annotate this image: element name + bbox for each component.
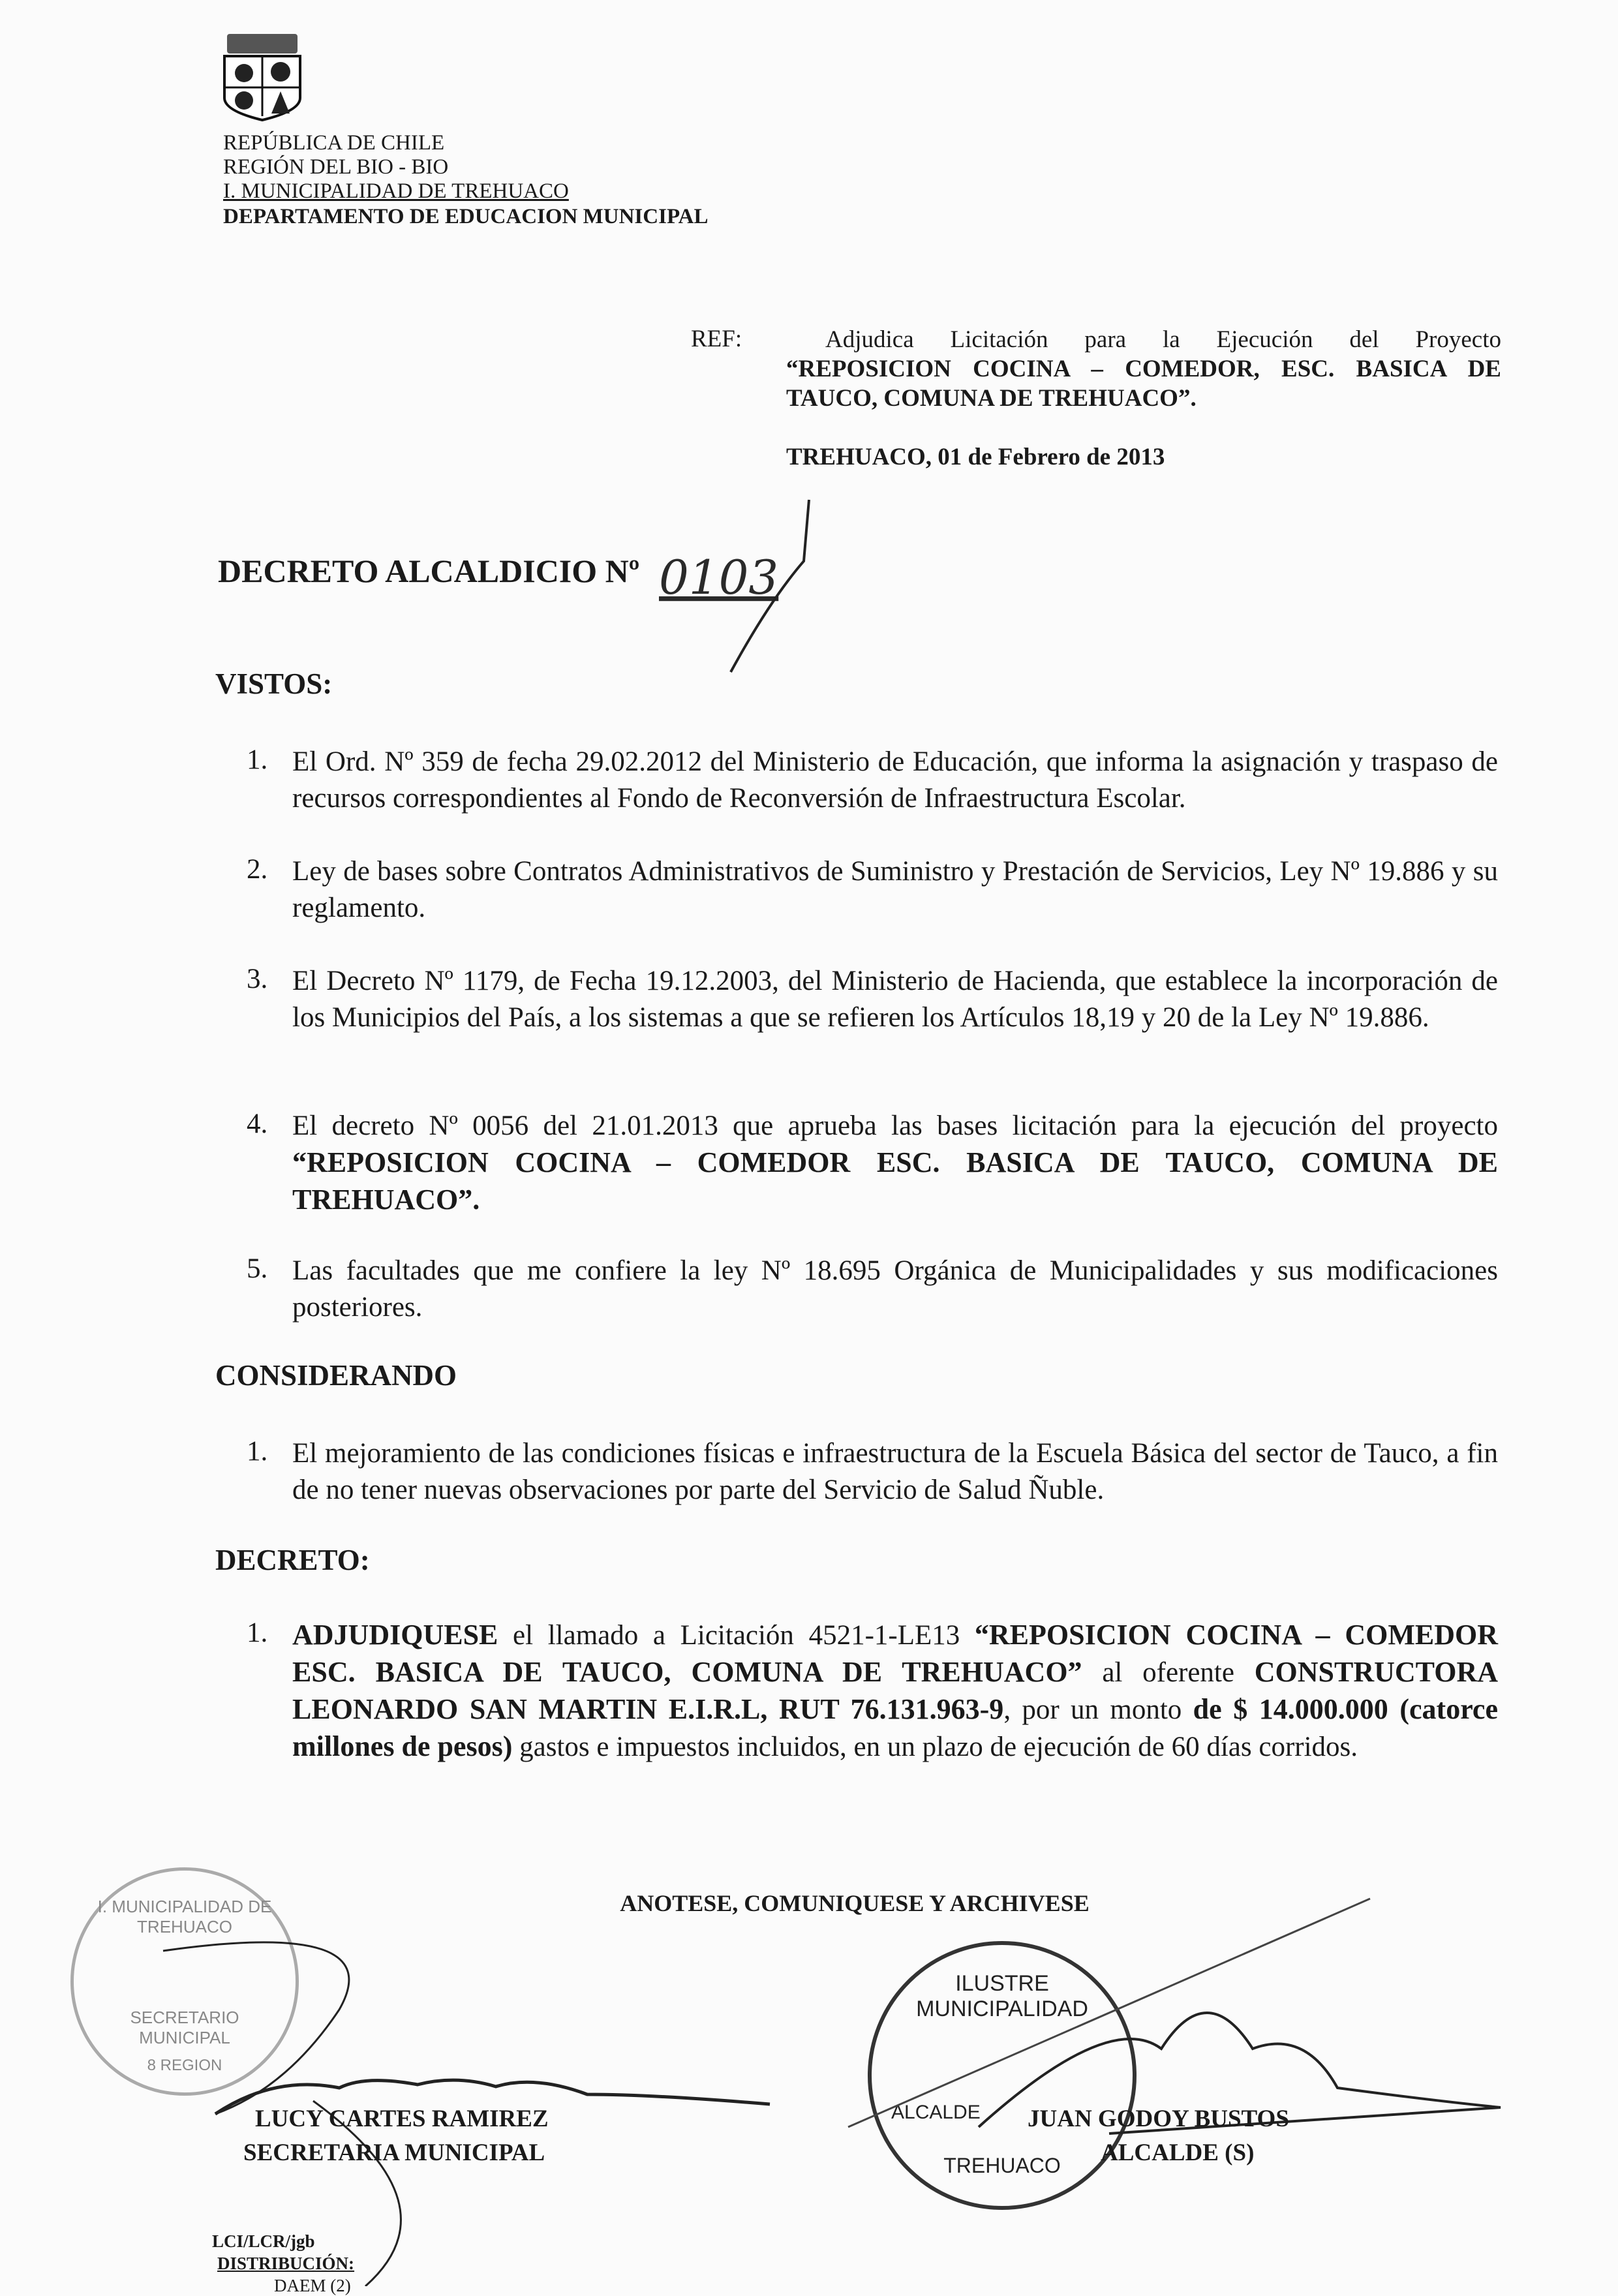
vistos-item-2-number: 2. [247,854,268,885]
ref-line-3: TAUCO, COMUNA DE TREHUACO”. [786,385,1197,412]
decreto-text: al oferente [1082,1657,1255,1688]
letterhead-region: REGIÓN DEL BIO - BIO [223,155,449,179]
ref-block [786,325,1501,472]
stamp-ring-text: ILUSTRE MUNICIPALIDAD [916,1971,1088,2021]
decree-number-handwritten [652,496,822,692]
vistos-item-4-number: 4. [247,1109,268,1139]
decreto-text: , por un monto [1003,1694,1193,1725]
vistos-item-5: Las facultades que me confiere la ley Nº 18.695 Orgánica de Municipalidades y sus modificaciones posteriores. [292,1255,1498,1323]
ref-label: REF: [691,326,742,352]
decreto-text: el llamado a Licitación 4521-1-LE13 [498,1620,975,1651]
mayor-title: ALCALDE (S) [1101,2139,1255,2166]
stamp-center-text: SECRETARIO MUNICIPAL [130,2008,239,2047]
vistos-item-2: Ley de bases sobre Contratos Administrativos de Suministro y Prestación de Servicios, Ley Nº 19.886 y su reglamento. [292,856,1498,923]
letterhead-country: REPÚBLICA DE CHILE [223,131,445,155]
decreto-contractor: CONSTRUCTORA LEONARDO SAN MARTIN E.I.R.L, RUT 76.131.963-9 [292,1656,1498,1725]
municipal-crest-logo [222,33,303,121]
secretary-title: SECRETARIA MUNICIPAL [243,2139,545,2166]
vistos-item-5-number: 5. [247,1253,268,1284]
stamp-center-text: ALCALDE [891,2102,981,2123]
distribution-label: DISTRIBUCIÓN: [217,2254,355,2273]
letterhead-department: DEPARTAMENTO DE EDUCACION MUNICIPAL [223,205,709,228]
considerando-heading: CONSIDERANDO [215,1359,457,1392]
adjudiquese: ADJUDIQUESE [292,1619,498,1651]
decree-title: DECRETO ALCALDICIO Nº [218,553,640,589]
considerando-item-1: El mejoramiento de las condiciones físicas e infraestructura de la Escuela Básica del sector de Tauco, a fin de no tener nuevas observaciones por parte del Servicio de Salud Ñuble. [292,1438,1498,1505]
distribution-item: DAEM (2) [274,2276,351,2295]
handwritten-signatures [0,1879,1618,2286]
letterhead-municipality: I. MUNICIPALIDAD DE TREHUACO [223,179,569,203]
svg-text:0103: 0103 [659,550,779,605]
initials: LCI/LCR/jgb [212,2231,315,2251]
decreto-amount: de $ 14.000.000 (catorce millones de pesos) [292,1693,1498,1762]
mayor-name: JUAN GODOY BUSTOS [1028,2105,1289,2132]
decreto-project: “REPOSICION COCINA – COMEDOR ESC. BASICA DE TAUCO, COMUNA DE TREHUACO” [292,1619,1499,1688]
vistos-item-4 [292,1108,1498,1219]
vistos-item-4-text: El decreto Nº 0056 del 21.01.2013 que aprueba las bases licitación para la ejecución del proyecto [292,1110,1498,1141]
closing-formula: ANOTESE, COMUNIQUESE Y ARCHIVESE [620,1890,1090,1916]
decreto-item-1 [292,1617,1498,1766]
vistos-item-3-number: 3. [247,964,268,994]
vistos-item-3: El Decreto Nº 1179, de Fecha 19.12.2003, del Ministerio de Hacienda, que establece la incorporación de los Municipios del País, a los sistemas a que se refieren los Artículos 18,19 y 20 de la Ley Nº 19.886. [292,966,1498,1033]
ref-date: TREHUACO, 01 de Febrero de 2013 [786,444,1165,470]
secretary-name: LUCY CARTES RAMIREZ [255,2105,549,2132]
considerando-item-1-number: 1. [247,1436,268,1467]
decreto-item-1-number: 1. [247,1617,268,1648]
vistos-item-4-project: “REPOSICION COCINA – COMEDOR ESC. BASICA DE TAUCO, COMUNA DE TREHUACO”. [292,1146,1498,1216]
stamp-bottom-text: 8 REGION [147,2057,222,2074]
ref-line-1: Adjudica Licitación para la Ejecución del Proyecto [825,326,1501,353]
ref-line-2: “REPOSICION COCINA – COMEDOR, ESC. BASICA DE [786,356,1501,382]
stamp-bottom-text: TREHUACO [943,2154,1061,2177]
stamp-ring-text: I. MUNICIPALIDAD DE TREHUACO [97,1897,272,1936]
vistos-heading: VISTOS: [215,667,333,700]
vistos-item-1-number: 1. [247,744,268,775]
vistos-item-1: El Ord. Nº 359 de fecha 29.02.2012 del Ministerio de Educación, que informa la asignación y traspaso de recursos correspondientes al Fondo de Reconversión de Infraestructura Escolar. [292,746,1498,814]
decreto-text: gastos e impuestos incluidos, en un plazo de ejecución de 60 días corridos. [512,1732,1358,1762]
decreto-heading: DECRETO: [215,1544,370,1576]
